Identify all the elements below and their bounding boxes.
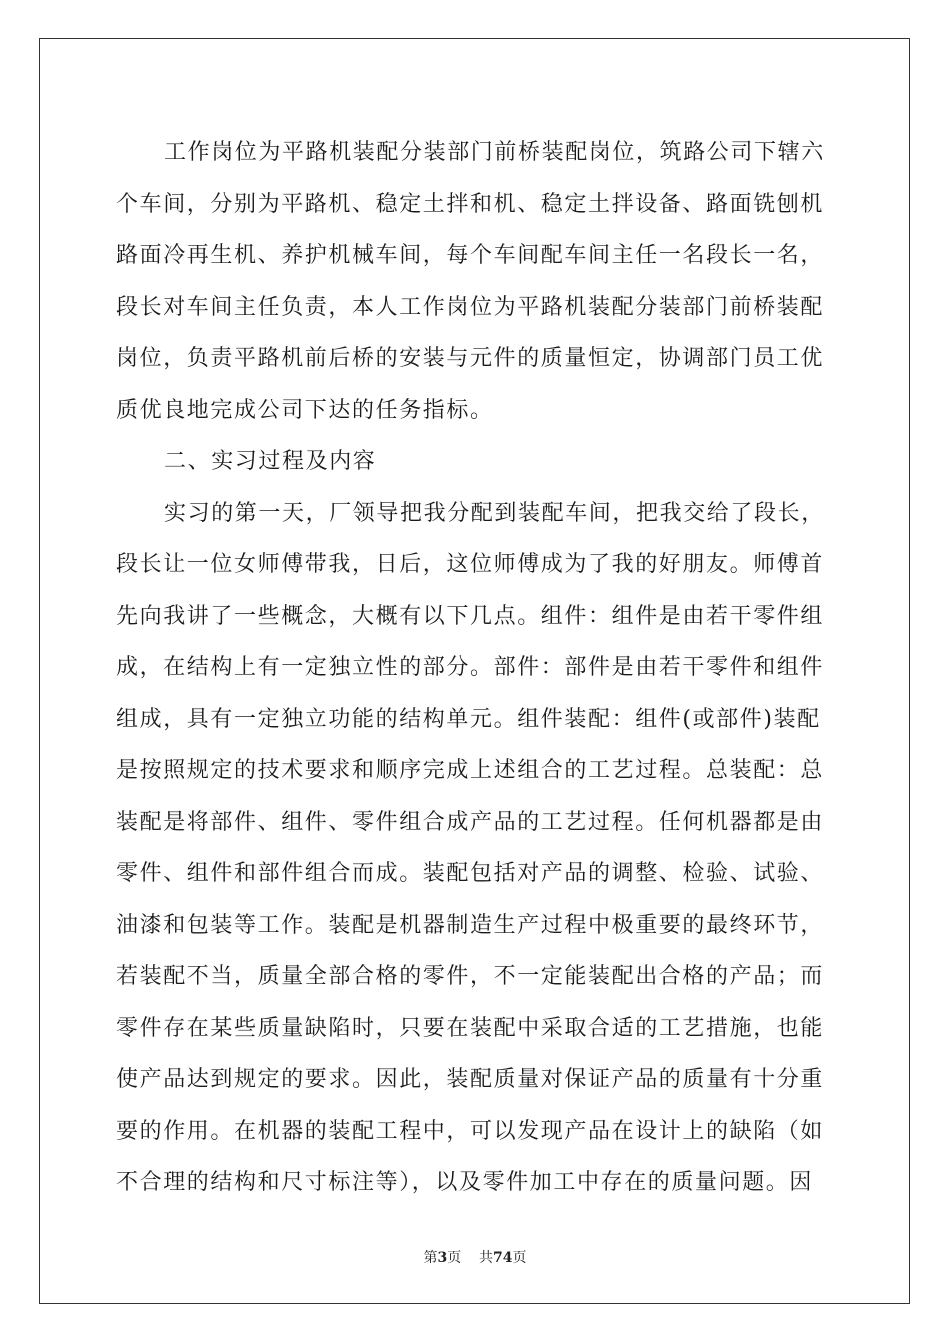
text-line: 零件、组件和部件组合而成。装配包括对产品的调整、检验、试验、 (116, 861, 825, 886)
page-suffix: 页 (447, 1250, 462, 1266)
text-line: 岗位，负责平路机前后桥的安装与元件的质量恒定，协调部门员工优 (116, 346, 825, 371)
text-line: 要的作用。在机器的装配工程中，可以发现产品在设计上的缺陷（如 (116, 1118, 825, 1144)
total-pages: 74 (493, 1250, 513, 1266)
text-line: 工作岗位为平路机装配分装部门前桥装配岗位，筑路公司下辖六 (164, 140, 825, 165)
text-line: 组成，具有一定独立功能的结构单元。组件装配：组件(或部件)装配 (116, 706, 821, 732)
text-line: 路面冷再生机、养护机械车间，每个车间配车间主任一名段长一名， (116, 243, 825, 268)
text-line: 质优良地完成公司下达的任务指标。 (116, 397, 494, 423)
section-heading: 二、实习过程及内容 (164, 449, 377, 474)
text-line: 油漆和包装等工作。装配是机器制造生产过程中极重要的最终环节， (116, 912, 825, 938)
text-line: 装配是将部件、组件、零件组合成产品的工艺过程。任何机器都是由 (116, 809, 825, 835)
text-line: 段长对车间主任负责，本人工作岗位为平路机装配分装部门前桥装配 (116, 294, 825, 320)
text-line: 零件存在某些质量缺陷时，只要在装配中采取合适的工艺措施，也能 (116, 1015, 825, 1041)
page-number: 3 (437, 1250, 448, 1266)
page-prefix: 第 (423, 1250, 438, 1266)
text-line: 成，在结构上有一定独立性的部分。部件：部件是由若干零件和组件 (116, 655, 825, 680)
page-footer (0, 1247, 950, 1267)
total-prefix: 共 (479, 1250, 494, 1266)
text-line: 不合理的结构和尺寸标注等），以及零件加工中存在的质量问题。因 (116, 1170, 814, 1195)
text-line: 是按照规定的技术要求和顺序完成上述组合的工艺过程。总装配：总 (116, 758, 825, 783)
text-line: 段长让一位女师傅带我，日后，这位师傅成为了我的好朋友。师傅首 (116, 552, 825, 577)
text-line: 若装配不当，质量全部合格的零件，不一定能装配出合格的产品；而 (116, 964, 825, 989)
text-line: 实习的第一天，厂领导把我分配到装配车间，把我交给了段长， (164, 500, 825, 526)
text-line: 使产品达到规定的要求。因此，装配质量对保证产品的质量有十分重 (116, 1067, 825, 1092)
text-line: 个车间，分别为平路机、稳定土拌和机、稳定土拌设备、路面铣刨机 (116, 191, 825, 217)
text-line: 先向我讲了一些概念，大概有以下几点。组件：组件是由若干零件组 (116, 603, 825, 629)
total-suffix: 页 (512, 1250, 527, 1266)
document-body (116, 127, 834, 1209)
